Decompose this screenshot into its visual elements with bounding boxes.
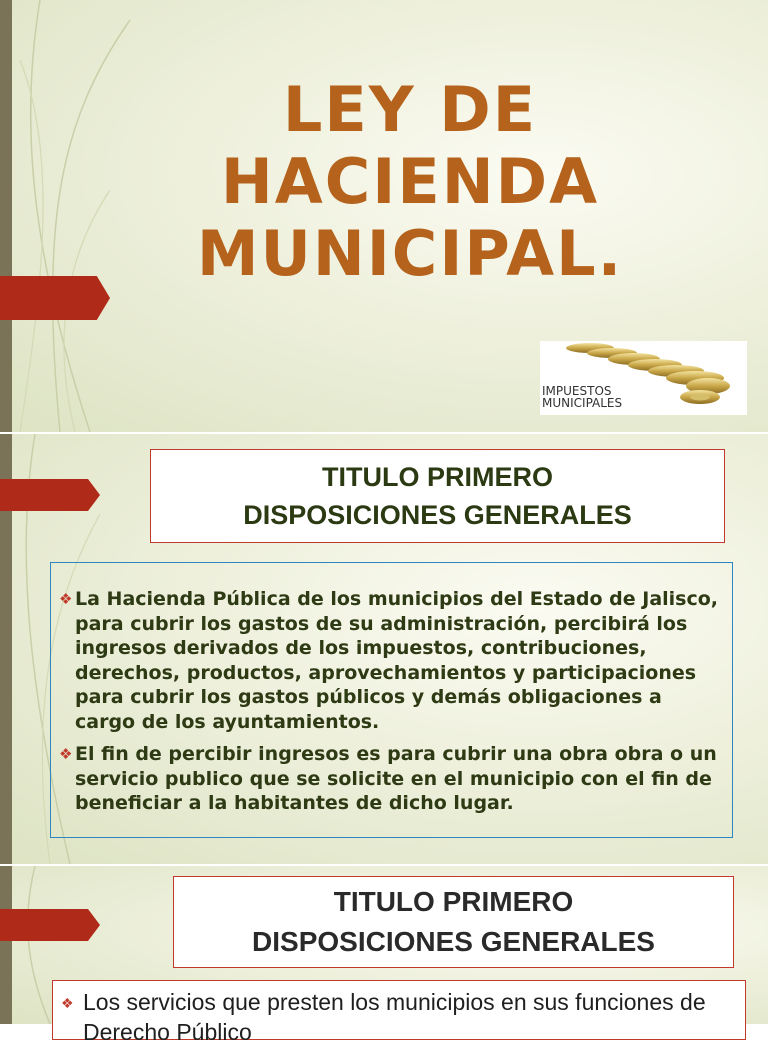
diamond-bullet-icon: ❖ <box>59 590 73 608</box>
slide-title <box>0 0 768 432</box>
content-box <box>52 980 746 1045</box>
paragraph-text: Los servicios que presten los municipios en sus funciones de Derecho Público <box>83 989 706 1045</box>
paragraph-text: El fin de percibir ingresos es para cubrir una obra obra o un servicio publico que se solicite en el municipio con el fin de beneficiar a la habitantes de dicho lugar. <box>75 743 717 814</box>
image-caption-line: IMPUESTOS <box>542 384 612 398</box>
paragraph-text: La Hacienda Pública de los municipios del Estado de Jalisco, para cubrir los gastos de su administración, percibirá los ingresos derivados de los impuestos, contribuciones, derechos, productos, aprovechamientos y participaciones para cubrir los gastos públicos y demás obligaciones a cargo de los ayuntamientos. <box>75 588 719 733</box>
section-heading-line: DISPOSICIONES GENERALES <box>252 926 655 957</box>
diamond-bullet-icon: ❖ <box>61 995 74 1011</box>
main-title-line: LEY DE <box>282 73 538 146</box>
section-heading <box>150 449 725 543</box>
content-box <box>50 562 733 838</box>
slide-disposiciones-2 <box>0 866 768 1045</box>
main-title-line: MUNICIPAL. <box>196 217 624 290</box>
arrow-tab <box>0 909 100 941</box>
main-title <box>150 74 670 290</box>
coins-image <box>540 341 747 415</box>
paragraph <box>59 587 722 734</box>
main-title-line: HACIENDA <box>220 145 600 218</box>
slide-disposiciones <box>0 434 768 864</box>
diamond-bullet-icon: ❖ <box>59 745 73 763</box>
arrow-tab <box>0 479 100 511</box>
section-heading <box>173 876 734 968</box>
section-heading-line: TITULO PRIMERO <box>322 462 553 492</box>
left-bar <box>0 866 12 1024</box>
left-bar <box>0 0 12 432</box>
section-heading-line: DISPOSICIONES GENERALES <box>243 500 632 530</box>
image-caption-line: MUNICIPALES <box>542 396 623 410</box>
swirl-decoration <box>0 0 140 432</box>
paragraph <box>59 742 722 816</box>
section-heading-line: TITULO PRIMERO <box>333 886 574 917</box>
paragraph <box>61 987 735 1047</box>
arrow-tab <box>0 276 110 320</box>
coins-icon <box>540 341 747 415</box>
